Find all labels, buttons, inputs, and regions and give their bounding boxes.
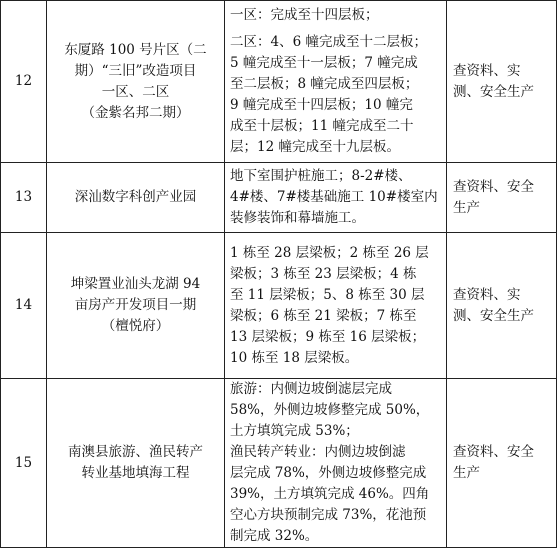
progress-line: 层完成 78%，外侧边坡修整完成 (230, 465, 427, 481)
progress-line: 一区：完成至十四层板； (230, 7, 379, 23)
inspection-line: 查资料、安全 (453, 178, 534, 195)
progress-line: 58%，外侧边坡修整完成 50%， (230, 402, 430, 418)
progress-description (225, 1, 447, 163)
project-name-line: 转业基地填海工程 (81, 465, 190, 481)
inspection-content (447, 379, 557, 548)
inspection-line: 生产 (453, 465, 480, 481)
row-number: 12 (1, 1, 47, 163)
inspection-line: 查资料、安全 (453, 444, 534, 460)
row-number: 15 (1, 379, 47, 548)
row-number: 14 (1, 233, 47, 379)
progress-line: 至 11 层梁板；5、8 栋至 30 层 (230, 287, 425, 303)
project-name-line: 一区、二区 (101, 83, 170, 100)
project-name-line: 东厦路 100 号片区（二 (64, 41, 207, 58)
project-name-line: 坤梁置业汕头龙湖 94 (70, 276, 201, 292)
progress-line: 10 栋至 18 层梁板。 (230, 350, 359, 366)
project-name-line: 亩房产开发项目一期 (74, 297, 197, 313)
progress-line: 1 栋至 28 层梁板；2 栋至 26 层 (230, 245, 429, 261)
progress-line: 层；12 幢完成至十九层板。 (230, 139, 400, 155)
row-number: 13 (1, 163, 47, 233)
progress-description (225, 163, 447, 233)
progress-line: 梁板；6 栋至 21 梁板；7 栋至 (230, 308, 417, 324)
progress-description (225, 233, 447, 379)
project-name-line: 期）“三旧”改造项目 (74, 62, 197, 79)
progress-line: 5 幢完成至十一层板；7 幢完成 (230, 55, 418, 71)
project-name (47, 233, 225, 379)
project-name (47, 1, 225, 163)
progress-line: 至二层板；8 幢完成至四层板； (230, 76, 419, 92)
progress-line: 9 幢完成至十四层板；10 幢完 (230, 97, 413, 113)
progress-line: 13 层梁板；9 栋至 16 层梁板； (230, 329, 426, 345)
progress-line: 装修装饰和幕墙施工。 (230, 210, 365, 226)
progress-line: 土方填筑完成 53%； (230, 423, 359, 439)
inspection-line: 查资料、实 (453, 62, 521, 79)
progress-line: 梁板；3 栋至 23 层梁板；4 栋 (230, 266, 417, 282)
progress-line: 成至十层板；11 幢完成至二十 (230, 118, 414, 134)
project-name-line: （檀悦府） (101, 318, 170, 334)
inspection-content (447, 233, 557, 379)
table-row (1, 233, 557, 379)
progress-line: 渔民转产转业：内侧边坡倒滤 (230, 444, 406, 460)
inspection-content (447, 1, 557, 163)
project-name-line: （金紫名邦二期） (81, 104, 190, 121)
project-name-line: 深汕数字科创产业园 (74, 189, 197, 205)
progress-line: 39%，土方填筑完成 46%。四角 (230, 486, 430, 502)
inspection-line: 生产 (453, 199, 480, 216)
table-body (1, 1, 557, 548)
inspection-line: 测、安全生产 (453, 83, 534, 100)
progress-description (225, 379, 447, 548)
inspection-content (447, 163, 557, 233)
progress-line: 4#楼、7#楼基础施工 10#楼室内 (230, 189, 438, 205)
table-row (1, 1, 557, 163)
inspection-line: 查资料、实 (453, 286, 521, 303)
table-row (1, 379, 557, 548)
progress-line: 制完成 32%。 (230, 528, 319, 544)
table-row (1, 163, 557, 233)
progress-line: 旅游：内侧边坡倒滤层完成 (230, 381, 392, 397)
project-name (47, 163, 225, 233)
project-name-line: 南澳县旅游、渔民转产 (68, 444, 203, 460)
progress-line: 空心方块预制完成 73%，花池预 (230, 507, 427, 523)
progress-line: 地下室围护桩施工；8-2#楼、 (230, 168, 412, 184)
inspection-line: 测、安全生产 (453, 307, 534, 324)
project-name (47, 379, 225, 548)
progress-line: 二区：4、6 幢完成至十二层板； (230, 34, 427, 50)
